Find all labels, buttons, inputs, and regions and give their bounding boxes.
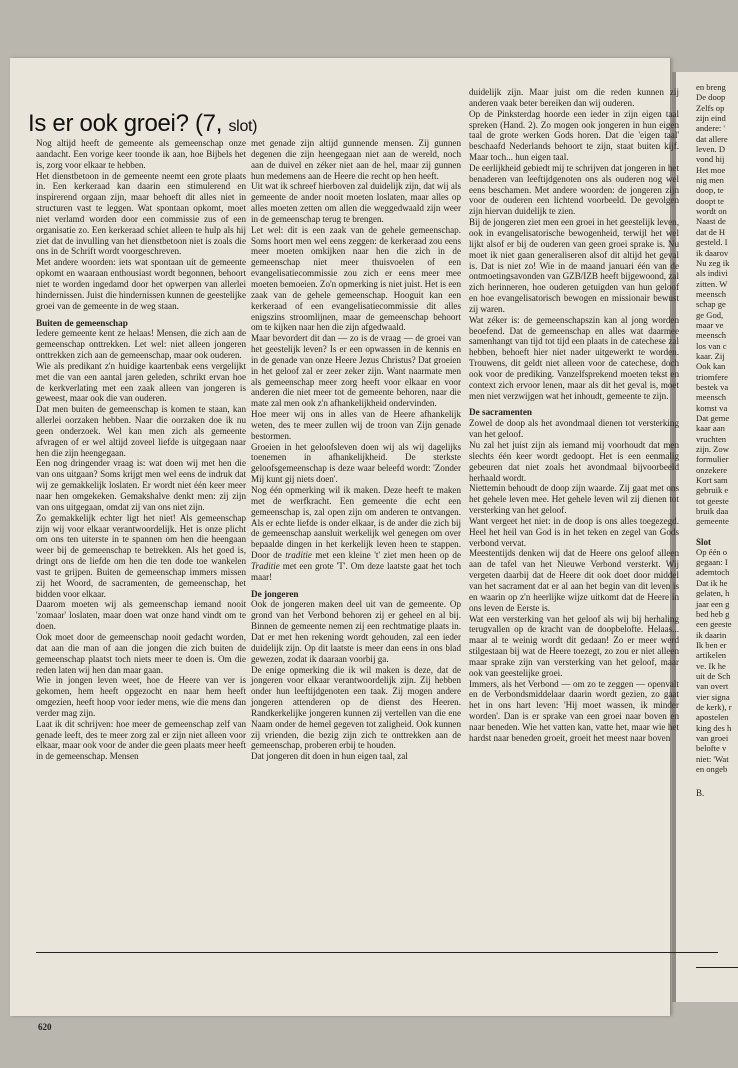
facing-page-line: Naast de	[696, 216, 726, 227]
facing-page-line: zijn. Zow	[696, 444, 729, 455]
footer-rule	[36, 952, 718, 953]
text-column-3	[469, 87, 679, 744]
facing-page-line: en ongeb	[696, 764, 728, 774]
paragraph: Een nog dringender vraag is: wat doen wij met hen die van ons uitgaan? Soms krijgt men wel eens de indruk dat wij ze gemakkelijk loslaten. Er wordt niet één keer meer naar hen omgekeken. Gemakshalve denkt men: zij zijn van ons uitgegaan, omdat zij van ons niet zijn.	[36, 458, 246, 512]
facing-page-line: formulier	[696, 454, 729, 465]
facing-page-line: gelaten, h	[696, 588, 730, 599]
facing-page-line: apostelen	[696, 712, 729, 723]
facing-page-line: onzekere	[696, 464, 728, 475]
paragraph: Laat ik dit schrijven: hoe meer de gemeenschap zelf van genade leeft, des te meer zorg zal er zijn niet alleen voor elkaar, maar ook voor de ander die geen plaats meer heeft in de gemeenschap. Mensen	[36, 718, 246, 762]
facing-page-line: dat de H	[696, 226, 726, 237]
page-number: 620	[38, 1022, 52, 1032]
paragraph: Nog altijd heeft de gemeente als gemeenschap onze aandacht. Een vorige keer toonde ik aan, hoe Bijbels het is, zorg voor elkaar te hebben.	[36, 138, 246, 170]
paragraph	[251, 485, 461, 583]
paragraph: Maar bevordert dit dan — zo is de vraag — de groei van het geestelijk leven? Is er een opwassen in de kennis en in de genade van onze Heere Jezus Christus? Dat groeien in het geloof zal er zeer zeker zijn. Want naarmate men als gemeenschap meer zorg heeft voor elkaar en voor anderen die niet meer tot de gemeente behoren, naar die mate zal men ook z'n afhankelijkheid ondervinden.	[251, 333, 461, 409]
facing-page-line: van groei	[696, 732, 729, 743]
facing-page-line: zitten. W	[696, 278, 728, 289]
facing-page-line: vier signa	[696, 691, 730, 702]
facing-page-line: gebruik e	[696, 485, 729, 496]
facing-page-line: ge God,	[696, 309, 724, 320]
facing-page-line: ve. Ik he	[696, 660, 726, 671]
paragraph: Zo gemakkelijk echter ligt het niet! Als gemeenschap zijn wij voor elkaar verantwoordelijk. Het is onze plicht om ons ten uiterste in te spannen om hen die heengaan weer bij de gemeenschap te betrekken. Als het goed is, dringt ons de liefde om hen die ten dode toe wankelen vast te grijpen. Buiten de gemeenschap immers missen zij het Woord, de sacramenten, de gemeenschap, het bidden voor elkaar.	[36, 512, 246, 599]
article-title	[28, 110, 257, 138]
facing-page-line: Zelfs op	[696, 102, 725, 113]
facing-page-line: komst va	[696, 402, 728, 413]
paragraph: Daarom moeten wij als gemeenschap iemand nooit 'zomaar' loslaten, maar doen wat onze hand vindt om te doen.	[36, 599, 246, 632]
facing-page-line: andere: '	[696, 123, 725, 134]
paragraph: Uit wat ik schreef hierboven zal duidelijk zijn, dat wij als gemeente de ander nooit moeten loslaten, maar alles op alles moeten zetten om allen die weggedwaald zijn weer in de gemeenschap terug te brengen.	[251, 181, 461, 224]
facing-page-line: meensch	[696, 288, 727, 299]
facing-page-line: tot geeste	[696, 495, 729, 506]
facing-page-line: kaar. Zij	[696, 350, 725, 361]
paragraph: duidelijk zijn. Maar juist om die reden kunnen zij anderen vaak beter bereiken dan wij ouderen.	[469, 87, 679, 108]
paragraph: Wat een versterking van het geloof als wij bij herhaling terugvallen op de kracht van de doopbelofte. Helaas... maar al te weinig wordt dit gedaan! Zo er meer werd stilgestaan bij wat de Heere toezegt, zo zou er niet alleen maar sprake zijn van versterking van het geloof, maar ook van geestelijke groei.	[469, 613, 679, 678]
facing-page-line: de kerk), r	[696, 701, 732, 712]
facing-page-line: niet: 'Wat	[696, 753, 729, 764]
paragraph: Ook de jongeren maken deel uit van de gemeente. Op grond van het Verbond behoren zij er geheel en al bij. Binnen de gemeente nemen zij een rechtmatige plaats in. Dat er met hen rekening wordt gehouden, zal een ieder duidelijk zijn. Op dit laatste is meer dan eens in ons blad gewezen, zodat ik daaraan voorbij ga.	[251, 599, 461, 664]
paragraph: Groeien in het geloofsleven doen wij als wij dagelijks toenemen in afhankelijkheid. De sterkste geloofsgemeenschap is deze waar beleefd wordt: 'Zonder Mij kunt gij niets doen'.	[251, 441, 461, 485]
facing-page-line: los van c	[696, 340, 727, 351]
paragraph: Op de Pinksterdag hoorde een ieder in zijn eigen taal spreken (Hand. 2). Zo mogen ook jongeren in hun eigen taal de grote werken Gods horen. Dat die 'eigen taal' beschaafd Nederlands behoort te zijn, staat buiten kijf. Maar toch... hun eigen taal.	[469, 108, 679, 163]
facing-page-line: gegaan: I	[696, 557, 728, 568]
facing-page-line: maar ve	[696, 319, 724, 330]
article-title-main: Is er ook groei? (7,	[28, 110, 223, 137]
facing-page-line: Dat ik he	[696, 577, 728, 588]
paragraph: Ook moet door de gemeenschap nooit gedacht worden, dat aan die man of aan die jongen die zich buiten de gemeenschap plaatst toch niets meer te doen is. Om die reden laten wij hen dan maar gaan.	[36, 631, 246, 675]
facing-page-column-top	[676, 82, 738, 527]
paragraph: Want vergeet het niet: in de doop is ons alles toegezegd. Heel het heil van God is in het teken en zegel van Gods verbond vervat.	[469, 515, 679, 548]
facing-page-line: jaar een g	[696, 598, 730, 609]
facing-page-line: meensch	[696, 392, 727, 403]
paragraph: Meestentijds denken wij dat de Heere ons geloof alleen aan de tafel van het Nieuwe Verbond versterkt. Wij vergeten daarbij dat de Heere dit ook doet door middel van het sacrament dat er al aan het begin van dit leven is en waarin op z'n heerlijke wijze uitkomt dat de Heere in ons leven de Eerste is.	[469, 548, 679, 613]
paragraph: Wie als predikant z'n huidige kaartenbak eens vergelijkt met die van een aantal jaren geleden, schrikt ervan hoe de kerkverlating met een zaak alleen van jongeren is geweest, maar ook die van ouderen.	[36, 360, 246, 404]
facing-page-line: Ook kan	[696, 361, 726, 372]
author-signature: B.	[696, 788, 705, 799]
paragraph: Dat men buiten de gemeenschap is komen te staan, kan allerlei oorzaken hebben. Naar die oorzaken doe ik nu geen onderzoek. Wel kan men zich als gemeente afvragen of er wel altijd zoveel liefde is uitgegaan naar hen die zijn heengegaan.	[36, 404, 246, 458]
emphasis-traditie: traditie	[285, 550, 312, 561]
facing-page-line: leven. D	[696, 144, 726, 155]
section-heading-buiten: Buiten de gemeenschap	[36, 317, 128, 328]
facing-page-line: belofte v	[696, 743, 727, 754]
paragraph: Niettemin behoudt de doop zijn waarde. Zij gaat met ons het gehele leven mee. Het gehele leven wil zij dienen tot versterking van het geloof.	[469, 483, 679, 516]
paragraph: Wie in jongen leven weet, hoe de Heere van ver is gekomen, hem heeft opgezocht en naar hem heeft omgezien, heeft hoop voor ieder mens, wie die mens dan verder mag zijn.	[36, 675, 246, 718]
facing-page-line: artikelen	[696, 650, 727, 661]
emphasis-traditie-capital: Traditie	[251, 560, 280, 571]
facing-page-line: Dat geme	[696, 413, 730, 423]
text-column-2	[251, 138, 461, 762]
facing-page-line: bestek va	[696, 381, 729, 392]
text-run: met een grote 'T'. Om deze laatste gaat het toch maar!	[251, 560, 461, 582]
facing-page-line: meensch	[696, 330, 727, 341]
facing-page-line: bed heb g	[696, 608, 730, 619]
paragraph: Dat jongeren dit doen in hun eigen taal, zal	[251, 751, 408, 762]
facing-page-line: ik daarin	[696, 629, 727, 640]
facing-page-line: schap ge	[696, 299, 726, 310]
facing-page-rule	[696, 967, 738, 968]
facing-page-line: kaar aan	[696, 423, 725, 434]
facing-page-column-bottom	[676, 547, 738, 775]
facing-page-line: dat allere	[696, 133, 728, 144]
facing-page-line: ademtoch	[696, 567, 730, 578]
paragraph: De eerlijkheid gebiedt mij te schrijven dat jongeren in het benaderen van leeftijdgenoten ons als ouderen nog wel eens beschamen. Met andere woorden: de jongeren zijn voor de ouderen een lichtend voorbeeld. De gevolgen zijn hiervan duidelijk te zien.	[469, 162, 679, 217]
text-run: Nog één opmerking wil ik maken. Deze heeft te maken met de werfkracht. Een gemeente die echt een gemeenschap is, zal open zijn om anderen te ontvangen. Als er echte liefde is onder elkaar, is de ander die zich bij de gemeenschap aansluit werkelijk wel genegen om over bepaalde dingen in het kerkelijk leven heen te stappen. Door de	[251, 485, 461, 561]
facing-page-line: vond hij	[696, 154, 725, 165]
facing-page-edge	[672, 72, 738, 1002]
facing-page-line: Op één o	[696, 546, 728, 557]
paragraph: Het dienstbetoon in de gemeente neemt een grote plaats in. Een kerkeraad kan daarin een stimulerend en inspirerend orgaan zijn, maar behoeft dit alles niet in structuren vast te leggen. Wat spontaan opkomt, moet niet verlamd worden door een commissie zus of een organisatie zo. Een kerkeraad schiet alleen te hulp als hij ziet dat de invulling van het dienstbetoon niet is zoals die ons in de Schrift wordt voorgeschreven.	[36, 170, 246, 257]
facing-page-line: doopt te	[696, 195, 724, 206]
section-heading-jongeren: De jongeren	[251, 588, 299, 599]
facing-page-line: gesteld. I	[696, 237, 728, 248]
facing-page-line: van overt	[696, 681, 729, 692]
facing-page-line: Kort sam	[696, 475, 728, 486]
paragraph: Hoe meer wij ons in alles van de Heere afhankelijk weten, des te meer zullen wij de troon van Zijn genade bestormen.	[251, 409, 461, 441]
facing-page-line: zijn eind	[696, 113, 726, 124]
facing-page-line: bruik daa	[696, 506, 729, 517]
paragraph: Let wel: dit is een zaak van de gehele gemeenschap. Soms hoort men wel eens zeggen: de kerkeraad zou eens meer moeten omkijken naar hen die zich in de gemeenschap niet meer thuisvoelen of een evangelisatiecommissie zou zich er eens meer mee moeten bemoeien. Zo'n opmerking is niet juist. Het is een zaak van de gehele gemeenschap. Hooguit kan een kerkeraad of een evangelisatiecommissie dit alles enigszins stroomlijnen, maar de gemeenschap behoort om te kijken naar hen die zijn afgedwaald.	[251, 224, 461, 333]
facing-page-line: wordt on	[696, 206, 727, 217]
facing-page-line: een geeste	[696, 619, 732, 630]
paragraph: Bij de jongeren ziet men een groei in het geestelijk leven, ook in evangelisatorische bewogenheid, terwijl het wel lijkt alsof er bij de ouderen van geen groei sprake is. Nu moet ik niet gaan generaliseren alsof dit altijd het geval is. Dat is niet zo! Wie in de maand januari één van de ontmoetingsavonden van GZB/IZB heeft bijgewoond, zal zich herinneren, hoe ouderen getuigden van hun geloof en hoe evangelisatorisch bewogen en missionair bewust zij waren.	[469, 217, 679, 314]
facing-page-line: Het moe	[696, 164, 726, 175]
section-heading-slot: Slot	[696, 536, 712, 547]
paragraph: Iedere gemeente kent ze helaas! Mensen, die zich aan de gemeenschap onttrekken. Let wel: niet alleen jongeren onttrekken zich aan de gemeenschap, maar ook ouderen.	[36, 328, 246, 361]
article-title-suffix: slot)	[228, 118, 258, 135]
section-heading-sacramenten: De sacramenten	[469, 407, 533, 418]
facing-page-line: vruchten	[696, 433, 727, 444]
paragraph: Wat zéker is: de gemeenschapszin kan al jong worden beoefend. Dat de gemeenschap en alles wat daarmee samenhangt van tijd tot tijd een plaats in de catechese zal hebben, behoeft hier niet nader uitgewerkt te worden. Trouwens, dit geldt niet alleen voor de catechese, doch ook voor de prediking. Vanzelfsprekend moeten tekst en context zich ervoor lenen, maar als dit het geval is, moet men niet verzwijgen wat het inhoudt, gemeente te zijn.	[469, 314, 679, 401]
paragraph: De enige opmerking die ik wil maken is deze, dat de jongeren voor elkaar verantwoordelijk zijn. Zij hebben onder hun leeftijdgenoten een taak. Zij mogen andere jongeren attenderen op de dienst des Heeren. Randkerkelijke jongeren kunnen zij vertellen van die ene Naam onder de hemel gegeven tot zaligheid. Ook kunnen zij vrienden, die bezig zijn zich te onttrekken aan de gemeenschap, proberen erbij te houden.	[251, 664, 461, 751]
paragraph: Met andere woorden: iets wat spontaan uit de gemeente opkomt en waaraan enthousiast wordt begonnen, behoort niet te worden ingedamd door het opwerpen van allerlei hindernissen. Juist die hindernissen kunnen de geestelijke groei van de gemeente in de weg staan.	[36, 257, 246, 311]
facing-page-line: uit de Sch	[696, 670, 731, 681]
facing-page-line: als indivi	[696, 268, 728, 279]
facing-page-line: Nu zeg ik	[696, 257, 730, 268]
facing-page-line: triomfere	[696, 371, 728, 382]
paragraph: Nu zal het juist zijn als iemand mij voorhoudt dat men slechts één keer wordt gedoopt. Het is een eenmalig gebeuren dat niet zoals het avondmaal bijvoorbeeld herhaald wordt.	[469, 440, 679, 483]
facing-page-line: Ik ben er	[696, 639, 727, 650]
facing-page-line: De doop	[696, 92, 726, 103]
facing-page-line: king des h	[696, 722, 732, 733]
paragraph: met genade zijn altijd gunnende mensen. Zij gunnen degenen die zijn heengegaan niet aan de wereld, noch aan de duivel en zéker niet aan de hel, maar zij gunnen hun medemens aan de Heere die recht op hen heeft.	[251, 138, 461, 181]
facing-page-line: en breng	[696, 82, 726, 92]
facing-page-line: ik daarov	[696, 247, 729, 258]
text-column-1	[36, 138, 246, 762]
facing-page-line: doop, te	[696, 185, 724, 196]
paragraph: Zowel de doop als het avondmaal dienen tot versterking van het geloof.	[469, 418, 679, 440]
paragraph: Immers, als het Verbond — om zo te zeggen — openvalt en de Verbondsmiddelaar daarin wordt gezien, zo gaat het in ons hart leven: 'Hij moet wassen, ik minder worden'. Dan is er sprake van een groei naar boven en naar beneden. Wie het vatten kan, vatte het, maar wie het hardst naar beneden groeit, groeit het meest naar boven	[469, 678, 679, 743]
facing-page-line: nig men	[696, 175, 724, 186]
facing-page-line: gemeente	[696, 516, 729, 527]
text-run: met een kleine 't' ziet men heen op de	[311, 550, 461, 561]
